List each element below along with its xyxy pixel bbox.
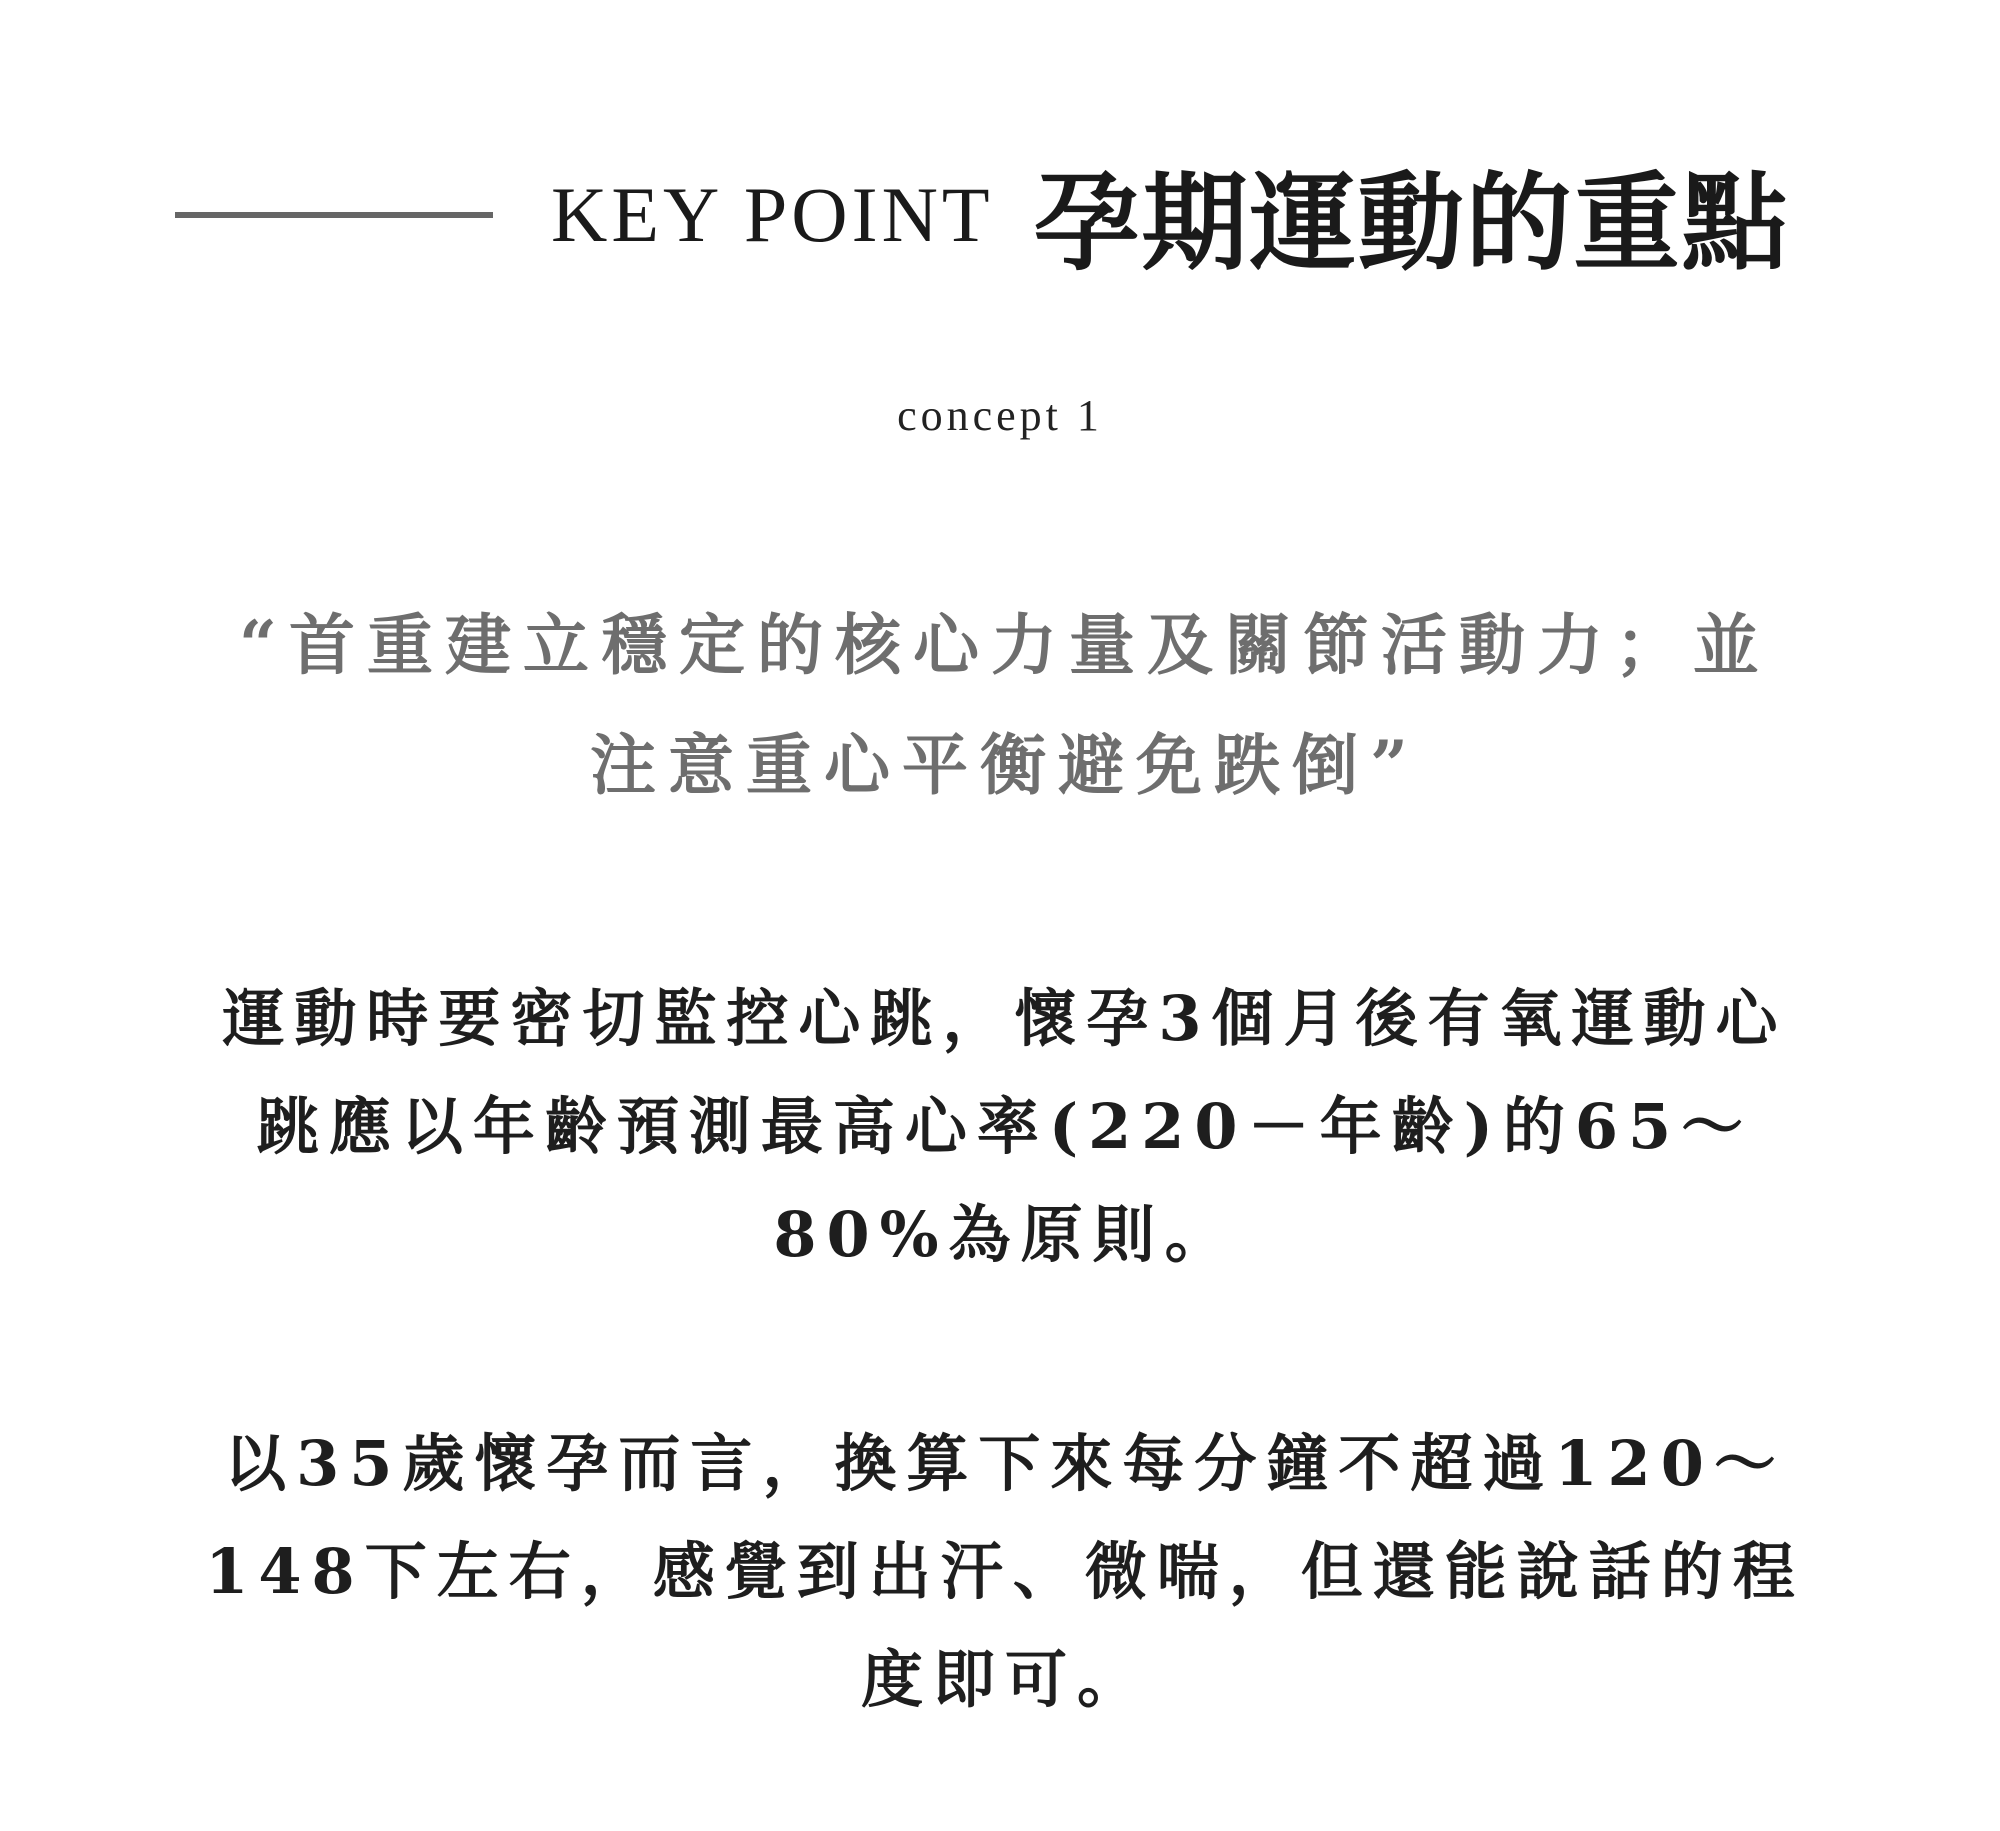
header-title-en: KEY POINT bbox=[551, 171, 994, 258]
paragraph-line: 運動時要密切監控心跳，懷孕3個月後有氧運動心 bbox=[222, 982, 1788, 1055]
paragraph-line: 度即可。 bbox=[860, 1643, 1149, 1716]
section-header bbox=[175, 150, 1835, 285]
paragraph-line: 80%為原則。 bbox=[773, 1198, 1237, 1271]
paragraph-line: 以35歲懷孕而言，換算下來每分鐘不超過120～ bbox=[224, 1427, 1786, 1500]
concept-label: concept 1 bbox=[897, 391, 1103, 440]
pull-quote-line: 注意重心平衡避免跌倒” bbox=[590, 726, 1420, 804]
header-title-zh: 孕期運動的重點 bbox=[1033, 160, 1790, 285]
body-paragraph bbox=[170, 965, 1840, 1289]
paragraph-line: 跳應以年齡預測最高心率(220－年齡)的65～ bbox=[256, 1090, 1754, 1163]
header-divider-line bbox=[175, 212, 493, 218]
pull-quote-line: “首重建立穩定的核心力量及關節活動力；並 bbox=[239, 606, 1771, 684]
pull-quote bbox=[170, 585, 1840, 825]
paragraph-line: 148下左右，感覺到出汗、微喘，但還能說話的程 bbox=[205, 1535, 1805, 1608]
body-paragraph bbox=[170, 1410, 1840, 1734]
